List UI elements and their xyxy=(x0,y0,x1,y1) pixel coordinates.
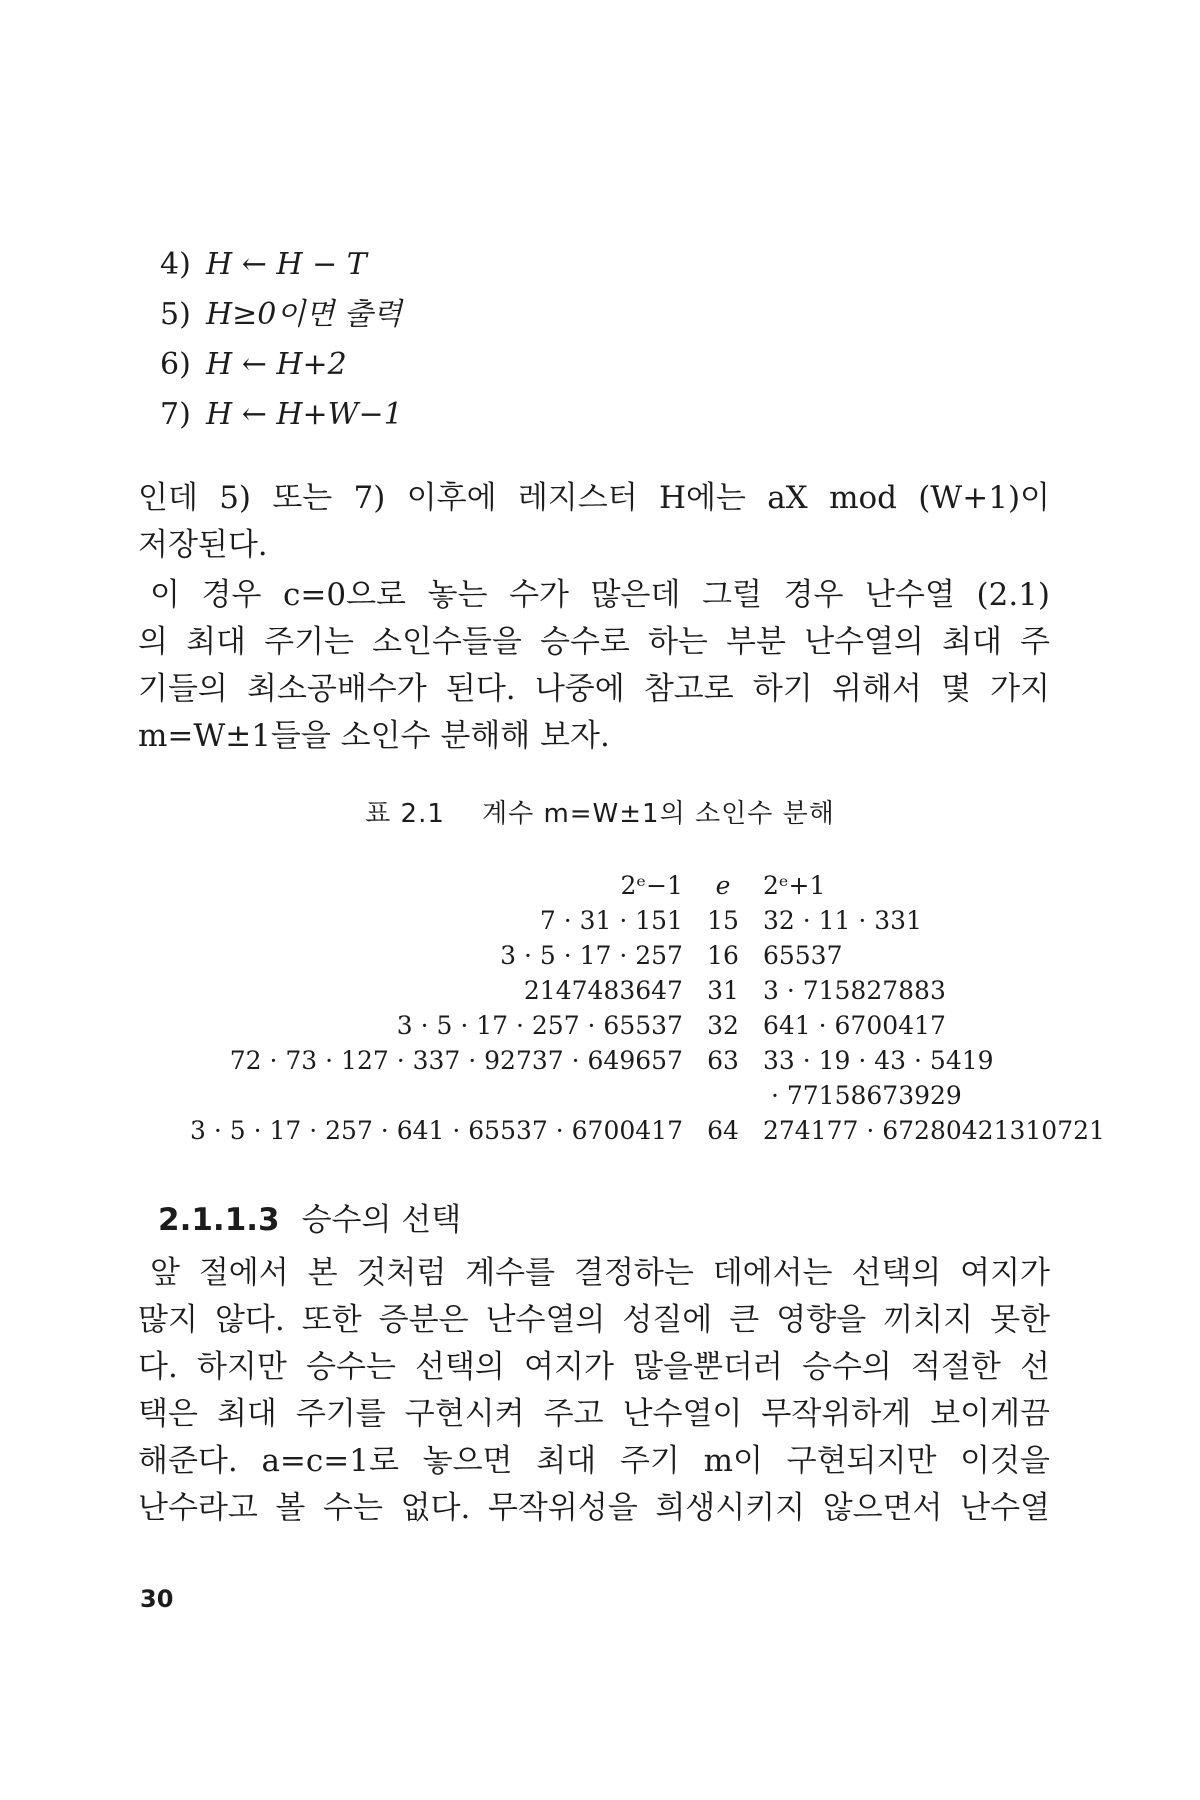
page-number: 30 xyxy=(140,1585,174,1613)
table-cell: 7 · 31 · 151 xyxy=(539,906,683,935)
table-cell: 2147483647 xyxy=(523,976,683,1005)
table-cell: 274177 · 67280421310721 xyxy=(762,1116,1105,1145)
step-5: 5) H≥0이면 출력 xyxy=(160,297,402,332)
factorization-table xyxy=(190,868,1105,1148)
table-row xyxy=(190,973,1105,1008)
text-line: m=W±1들을 소인수 분해해 보자. xyxy=(138,718,610,754)
algorithm-steps xyxy=(160,240,403,440)
table-caption-text: 계수 m=W±1의 소인수 분해 xyxy=(481,799,835,829)
text-line: 인데 5) 또는 7) 이후에 레지스터 H에는 aX mod (W+1)이 xyxy=(138,480,1050,516)
table-row xyxy=(190,1078,1105,1113)
section-heading xyxy=(158,1198,461,1242)
table-row xyxy=(190,1113,1105,1148)
table-row xyxy=(190,903,1105,938)
section-number: 2.1.1.3 xyxy=(158,1202,280,1238)
text-line: 많지 않다. 또한 증분은 난수열의 성질에 큰 영향을 끼치지 못한 xyxy=(138,1302,1050,1338)
table-cell: 3 · 5 · 17 · 257 · 65537 xyxy=(396,1011,683,1040)
table-cell xyxy=(683,1078,763,1113)
table-header-row xyxy=(190,868,1105,903)
table-caption xyxy=(0,796,1200,832)
table-cell: 33 · 19 · 43 · 5419 xyxy=(762,1046,994,1075)
text-line: 택은 최대 주기를 구현시켜 주고 난수열이 무작위하게 보이게끔 xyxy=(138,1396,1050,1432)
text-line: 기들의 최소공배수가 된다. 나중에 참고로 하기 위해서 몇 가지 xyxy=(138,671,1050,707)
text-line: 앞 절에서 본 것처럼 계수를 결정하는 데에서는 선택의 여지가 xyxy=(150,1255,1050,1291)
table-row xyxy=(190,938,1105,973)
section-title: 승수의 선택 xyxy=(301,1202,462,1238)
paragraph-max-period xyxy=(138,572,1050,760)
table-cell: · 77158673929 xyxy=(770,1081,962,1110)
table-cell: 3 · 5 · 17 · 257 xyxy=(500,941,683,970)
table-cell: 3 · 715827883 xyxy=(762,976,946,1005)
step-4: 4) H ← H − T xyxy=(160,247,367,282)
table-cell: 3 · 5 · 17 · 257 · 641 · 65537 · 6700417 xyxy=(190,1116,683,1145)
table-row xyxy=(190,1008,1105,1043)
header-2e-minus-1: 2ᵉ−1 xyxy=(620,871,683,900)
table-caption-label: 표 2.1 xyxy=(365,799,445,829)
table-cell: 15 xyxy=(707,906,739,935)
text-line: 해준다. a=c=1로 놓으면 최대 주기 m이 구현되지만 이것을 xyxy=(138,1443,1050,1479)
text-line: 다. 하지만 승수는 선택의 여지가 많을뿐더러 승수의 적절한 선 xyxy=(138,1349,1050,1385)
table-cell: 63 xyxy=(707,1046,739,1075)
paragraph-register-note xyxy=(138,475,1050,569)
table-cell: 72 · 73 · 127 · 337 · 92737 · 649657 xyxy=(229,1046,683,1075)
header-e: e xyxy=(715,871,731,900)
table-cell: 32 · 11 · 331 xyxy=(762,906,922,935)
table-cell: 641 · 6700417 xyxy=(762,1011,946,1040)
step-6: 6) H ← H+2 xyxy=(160,347,347,382)
table-cell: 65537 xyxy=(762,941,843,970)
text-line: 저장된다. xyxy=(138,527,268,563)
text-line: 이 경우 c=0으로 놓는 수가 많은데 그럴 경우 난수열 (2.1) xyxy=(150,577,1050,613)
paragraph-multiplier-choice xyxy=(138,1250,1050,1532)
table-cell: 64 xyxy=(707,1116,739,1145)
text-line: 의 최대 주기는 소인수들을 승수로 하는 부분 난수열의 최대 주 xyxy=(138,624,1050,660)
table-cell: 16 xyxy=(707,941,739,970)
text-line: 난수라고 볼 수는 없다. 무작위성을 희생시키지 않으면서 난수열 xyxy=(138,1490,1050,1526)
header-2e-plus-1: 2ᵉ+1 xyxy=(762,871,826,900)
step-7: 7) H ← H+W−1 xyxy=(160,397,403,432)
table-cell: 32 xyxy=(707,1011,739,1040)
table-row xyxy=(190,1043,1105,1078)
table-cell xyxy=(190,1078,683,1113)
table-cell: 31 xyxy=(707,976,739,1005)
